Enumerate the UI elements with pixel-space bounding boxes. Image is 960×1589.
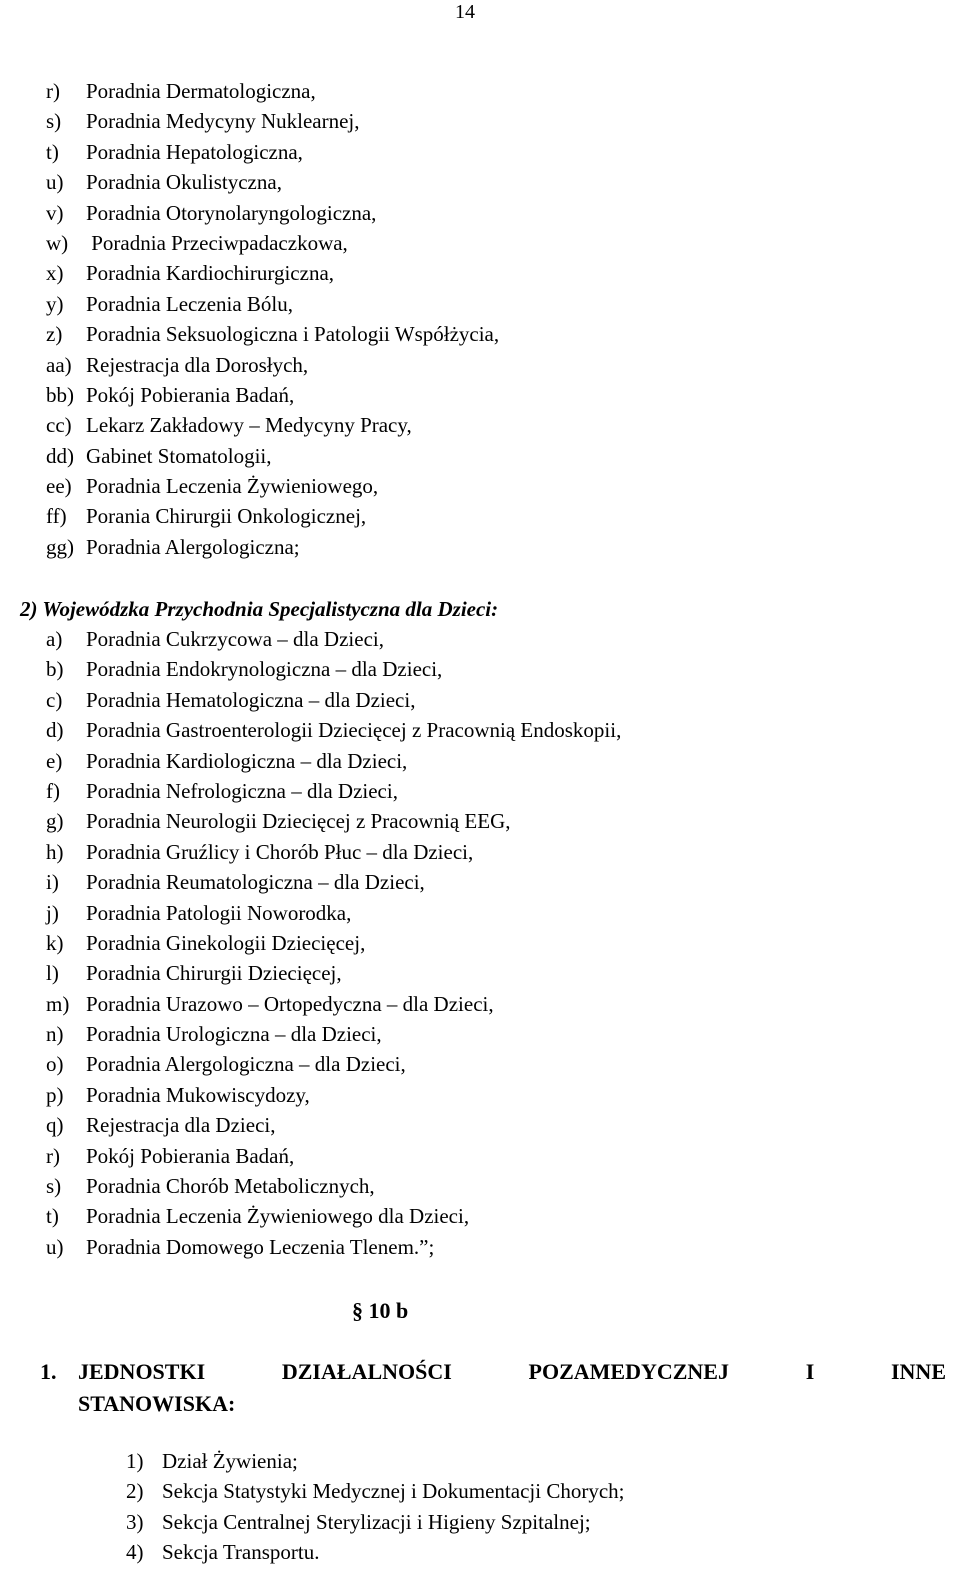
list-item-text: Pokój Pobierania Badań, [86,1143,295,1168]
list-item-label: k) [46,930,64,955]
list-item [46,1110,946,1140]
list-item-text: Poradnia Kardiologiczna – dla Dzieci, [86,748,408,773]
heading-word: POZAMEDYCZNEJ [528,1359,729,1384]
list-item [46,715,946,745]
list-item [46,106,946,136]
list-item [46,654,946,684]
list-item-text: Poradnia Dermatologiczna, [86,79,316,103]
list-item [46,685,946,715]
list-item-label: s) [46,1174,62,1199]
list-item-text: Poradnia Gastroenterologii Dziecięcej z Pracownią Endoskopii, [86,718,622,743]
list-item-text: Poradnia Okulistyczna, [86,170,282,195]
list-item-label: v) [46,200,64,225]
list-item-label: f) [46,778,60,803]
list-item-text: Poradnia Kardiochirurgiczna, [86,261,335,286]
list-item-label: aa) [46,352,72,377]
list-item-label: q) [46,1113,64,1138]
list-item [46,746,946,776]
heading-word: JEDNOSTKI [78,1359,206,1384]
list-item-label: c) [46,687,63,712]
list-item-text: Poradnia Cukrzycowa – dla Dzieci, [86,627,384,651]
section-mark: § 10 b [352,1298,409,1323]
list-item-label: 1) [126,1449,144,1473]
list-item [46,258,946,288]
heading-line-1 [78,1356,946,1388]
list-item [46,898,946,928]
list-item [46,380,946,410]
list-item-text: Porania Chirurgii Onkologicznej, [86,504,367,529]
list-item-label: t) [46,1204,59,1229]
list-item [46,776,946,806]
list-item-text: Sekcja Transportu. [162,1540,320,1565]
list-item [46,137,946,167]
heading-line-2: STANOWISKA: [78,1391,236,1416]
list-item [46,350,946,380]
list-item-text: Poradnia Chorób Metabolicznych, [86,1174,375,1199]
list-item [46,1171,946,1201]
list-item-text: Poradnia Nefrologiczna – dla Dzieci, [86,778,398,803]
list-item-text: Poradnia Alergologiczna; [86,534,300,559]
list-item-text: Poradnia Hepatologiczna, [86,139,303,164]
list-item-text: Poradnia Leczenia Żywieniowego dla Dzieci, [86,1204,470,1229]
list-item [46,837,946,867]
heading-number: 1. [40,1359,57,1384]
list-item-text: Poradnia Urazowo – Ortopedyczna – dla Dzieci, [86,991,494,1016]
list-item-label: b) [46,657,64,682]
list-item-label: h) [46,839,64,864]
heading-word: I [805,1359,815,1384]
list-item [46,198,946,228]
list-item-text: Pokój Pobierania Badań, [86,382,295,407]
list-item-text: Poradnia Urologiczna – dla Dzieci, [86,1022,382,1047]
list-item [46,76,946,106]
list-item [46,1049,946,1079]
list-item [46,319,946,349]
list-item-text: Poradnia Leczenia Bólu, [86,291,294,316]
list-item-label: gg) [46,534,74,559]
list-item [46,624,946,654]
list-item-text: Gabinet Stomatologii, [86,443,272,468]
list-item-label: i) [46,870,59,895]
list-item-label: d) [46,718,64,743]
list-item [46,532,946,562]
clinic-list-children [46,624,946,1262]
list-item [46,289,946,319]
list-item-label: r) [46,79,60,103]
list-item [46,167,946,197]
list-item-label: ff) [46,504,67,529]
list-item-label: cc) [46,413,72,438]
list-item [46,867,946,897]
list-item-label: n) [46,1022,64,1047]
list-item-text: Poradnia Endokrynologiczna – dla Dzieci, [86,657,443,682]
list-item-text: Poradnia Domowego Leczenia Tlenem.”; [86,1234,435,1259]
list-item-text: Poradnia Hematologiczna – dla Dzieci, [86,687,416,712]
list-item [46,928,946,958]
list-item-label: t) [46,139,59,164]
list-item [46,806,946,836]
list-item [46,1080,946,1110]
heading-word: DZIAŁALNOŚCI [281,1359,452,1384]
list-item-label: w) [46,230,69,255]
list-item-label: p) [46,1082,64,1107]
list-item [46,441,946,471]
list-item-text: Poradnia Chirurgii Dziecięcej, [86,961,342,986]
list-item-label: s) [46,109,62,134]
list-item [46,989,946,1019]
list-item [46,471,946,501]
clinic-list-adults [46,76,946,562]
list-item-label: o) [46,1052,64,1077]
page-number: 14 [455,1,475,23]
list-item [126,1507,926,1537]
list-item-text: Sekcja Centralnej Sterylizacji i Higieny Szpitalnej; [162,1509,591,1534]
list-item-text: Poradnia Neurologii Dziecięcej z Pracownią EEG, [86,809,511,834]
list-item-label: z) [46,322,63,347]
list-item [46,1019,946,1049]
list-item-label: ee) [46,474,72,499]
list-item-text: Poradnia Przeciwpadaczkowa, [86,230,348,255]
list-item-label: y) [46,291,64,316]
list-item-label: l) [46,961,59,986]
list-item-label: 4) [126,1540,144,1565]
list-item [46,958,946,988]
list-item [46,1201,946,1231]
list-item-label: g) [46,809,64,834]
list-item-text: Poradnia Leczenia Żywieniowego, [86,474,379,499]
list-item-label: x) [46,261,64,286]
list-item-text: Poradnia Alergologiczna – dla Dzieci, [86,1052,406,1077]
list-item [126,1537,926,1567]
list-item-text: Poradnia Gruźlicy i Chorób Płuc – dla Dzieci, [86,839,474,864]
list-item [46,1232,946,1262]
list-item-label: u) [46,170,64,195]
list-item-label: dd) [46,443,74,468]
list-item-text: Poradnia Mukowiscydozy, [86,1082,310,1107]
list-item [46,1141,946,1171]
list-item [126,1446,926,1476]
list-item-text: Poradnia Patologii Noworodka, [86,900,352,925]
section-heading-children-clinic: 2) Wojewódzka Przychodnia Specjalistyczna dla Dzieci: [20,597,499,621]
list-item-text: Poradnia Reumatologiczna – dla Dzieci, [86,870,425,895]
list-item [46,410,946,440]
list-item-label: 2) [126,1479,144,1504]
list-item-text: Poradnia Ginekologii Dziecięcej, [86,930,366,955]
heading-word: INNE [890,1359,946,1384]
list-item-text: Poradnia Otorynolaryngologiczna, [86,200,377,225]
list-item-text: Rejestracja dla Dorosłych, [86,352,309,377]
list-item-text: Lekarz Zakładowy – Medycyny Pracy, [86,413,412,438]
list-item-label: u) [46,1234,64,1259]
list-item [46,228,946,258]
list-item-label: r) [46,1143,60,1168]
list-item-text: Sekcja Statystyki Medycznej i Dokumentacji Chorych; [162,1479,625,1504]
list-item-label: e) [46,748,63,773]
list-item-text: Dział Żywienia; [162,1449,298,1473]
list-item-text: Poradnia Seksuologiczna i Patologii Współżycia, [86,322,500,347]
list-item-label: 3) [126,1509,144,1534]
list-item-label: a) [46,627,63,651]
list-item-label: bb) [46,382,74,407]
list-item [46,501,946,531]
list-item-label: m) [46,991,70,1016]
list-item [126,1476,926,1506]
list-item-text: Rejestracja dla Dzieci, [86,1113,276,1138]
list-item-text: Poradnia Medycyny Nuklearnej, [86,109,360,134]
list-item-label: j) [46,900,59,925]
non-medical-units-list [126,1446,926,1568]
